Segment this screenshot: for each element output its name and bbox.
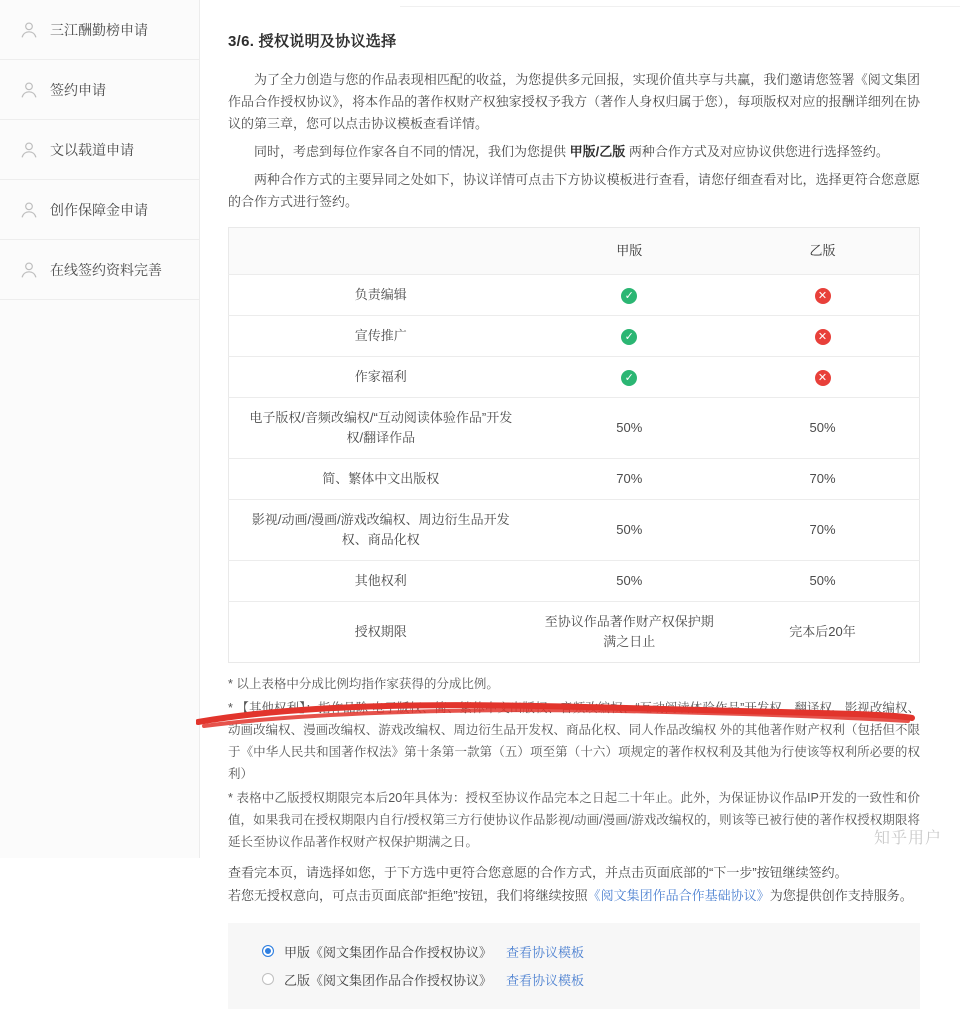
user-outline-icon	[18, 199, 40, 221]
radio-jia[interactable]	[262, 945, 274, 957]
option-label-jia: 甲版《阅文集团作品合作授权协议》	[284, 944, 493, 960]
check-icon: ✓	[621, 288, 637, 304]
watermark: 知乎用户	[873, 830, 942, 847]
sidebar-item-label: 文以载道申请	[50, 141, 134, 158]
cross-icon: ✕	[815, 370, 831, 386]
row-jia-value	[533, 316, 726, 357]
option-row-jia[interactable]	[228, 937, 920, 965]
sidebar-item-label: 三江酬勤榜申请	[50, 21, 148, 38]
table-row	[229, 398, 920, 459]
table-row	[229, 459, 920, 500]
intro-paragraph-3: 两种合作方式的主要异同之处如下，协议详情可点击下方协议模板进行查看，请您仔细查看对比，选择更符合您意愿的合作方式进行签约。	[228, 172, 920, 209]
sidebar-item-4[interactable]	[0, 240, 199, 300]
footnote-2: * 表格中乙版授权期限完本后20年具体为：授权至协议作品完本之日起二十年止。此外，为保证协议作品IP开发的一致性和价值，如果我司在授权期限内自行/授权第三方行使协议作品影视/动画/漫画/游戏改编权的，则该等已被行使的著作权授权期限将延长至协议作品著作权财产权保护期满之日。	[228, 791, 920, 849]
check-icon: ✓	[621, 370, 637, 386]
agreement-option-box	[228, 923, 920, 1009]
row-yi-value: 70%	[726, 500, 920, 561]
row-item-label: 作家福利	[229, 357, 533, 398]
closing-line-0: 查看完本页，请选择如您，于下方选中更符合您意愿的合作方式，并点击页面底部的“下一步”按钮继续签约。	[228, 865, 848, 880]
row-yi-value: 70%	[726, 459, 920, 500]
radio-yi[interactable]	[262, 973, 274, 985]
closing-line-1: 若您无授权意向，可点击页面底部“拒绝”按钮，我们将继续按照《阅文集团作品合作基础协议》为您提供创作支持服务。	[228, 888, 913, 903]
sidebar-item-0[interactable]	[0, 0, 199, 60]
intro-paragraph-1: 为了全力创造与您的作品表现相匹配的收益，为您提供多元回报，实现价值共享与共赢，我们邀请您签署《阅文集团作品合作授权协议》，将本作品的著作权财产权独家授权予我方（著作人身权归属于您），每项版权对应的报酬详细列在协议的第三章，您可以点击协议模板查看详情。	[228, 72, 920, 131]
row-item-label: 授权期限	[354, 624, 407, 639]
row-yi-value: 完本后20年	[789, 624, 856, 639]
row-yi-value	[726, 357, 920, 398]
row-jia-value: 50%	[533, 500, 726, 561]
row-jia-value	[533, 357, 726, 398]
view-template-link-jia[interactable]: 查看协议模板	[506, 944, 585, 960]
sidebar-item-label: 创作保障金申请	[50, 201, 148, 218]
cross-icon: ✕	[815, 288, 831, 304]
row-jia-value: 70%	[533, 459, 726, 500]
closing-block	[228, 861, 920, 907]
row-item-label: 负责编辑	[229, 275, 533, 316]
step-title: 3/6. 授权说明及协议选择	[228, 33, 397, 50]
footnote-1: * 【其他权利】：指作品除 电子版权、简、繁体中文出版权、音频改编权、“互动阅读体验作品”开发权、翻译权、影视改编权、动画改编权、漫画改编权、游戏改编权、周边衍生品开发权、商品化权、同人作品改编权 外的其他著作财产权利（包括但不限于《中华人民共和国著作权法》第十条第一款第（五）项至第（十六）项规定的著作权权利及其他为行使该等权利所必要的权利）	[228, 701, 920, 781]
footnotes	[228, 673, 920, 853]
view-template-link-yi[interactable]: 查看协议模板	[506, 972, 585, 988]
user-outline-icon	[18, 259, 40, 281]
sidebar-item-label: 在线签约资料完善	[50, 261, 162, 278]
table-row	[229, 602, 920, 663]
table-row	[229, 561, 920, 602]
row-yi-value: 50%	[726, 561, 920, 602]
table-row	[229, 316, 920, 357]
row-jia-value: 50%	[533, 398, 726, 459]
cross-icon: ✕	[815, 329, 831, 345]
col-item	[229, 228, 533, 275]
row-item-label: 影视/动画/漫画/游戏改编权、周边衍生品开发权、商品化权	[229, 500, 533, 561]
sidebar-item-2[interactable]	[0, 120, 199, 180]
row-jia-value: 至协议作品著作财产权保护期满之日止	[544, 614, 714, 649]
table-row	[229, 275, 920, 316]
basic-agreement-link[interactable]: 《阅文集团作品合作基础协议》	[587, 888, 770, 903]
sidebar-item-3[interactable]	[0, 180, 199, 240]
row-yi-value	[726, 275, 920, 316]
table-header-row	[229, 228, 920, 275]
row-item-label: 电子版权/音频改编权/“互动阅读体验作品”开发权/翻译作品	[229, 398, 533, 459]
sidebar-item-label: 签约申请	[50, 81, 106, 98]
content-top-divider	[400, 0, 960, 7]
row-yi-value: 50%	[726, 398, 920, 459]
option-label-yi: 乙版《阅文集团作品合作授权协议》	[284, 972, 493, 988]
user-outline-icon	[18, 79, 40, 101]
sidebar-item-1[interactable]	[0, 60, 199, 120]
comparison-table	[228, 227, 920, 663]
intro-paragraph-2	[228, 141, 920, 163]
col-jia: 甲版	[533, 228, 726, 275]
intro-paragraph-2-text: 同时，考虑到每位作家各自不同的情况，我们为您提供 甲版/乙版 两种合作方式及对应协议供您进行选择签约。	[254, 144, 889, 159]
table-row	[229, 357, 920, 398]
row-item-label: 其他权利	[229, 561, 533, 602]
check-icon: ✓	[621, 329, 637, 345]
footnote-0: * 以上表格中分成比例均指作家获得的分成比例。	[228, 677, 499, 691]
row-jia-value	[533, 275, 726, 316]
row-item-label: 宣传推广	[229, 316, 533, 357]
user-outline-icon	[18, 139, 40, 161]
sidebar	[0, 0, 200, 858]
row-jia-value: 50%	[533, 561, 726, 602]
user-outline-icon	[18, 19, 40, 41]
row-yi-value	[726, 316, 920, 357]
row-item-label: 简、繁体中文出版权	[229, 459, 533, 500]
main-content	[200, 0, 960, 988]
table-row	[229, 500, 920, 561]
option-row-yi[interactable]	[228, 965, 920, 993]
col-yi: 乙版	[726, 228, 920, 275]
